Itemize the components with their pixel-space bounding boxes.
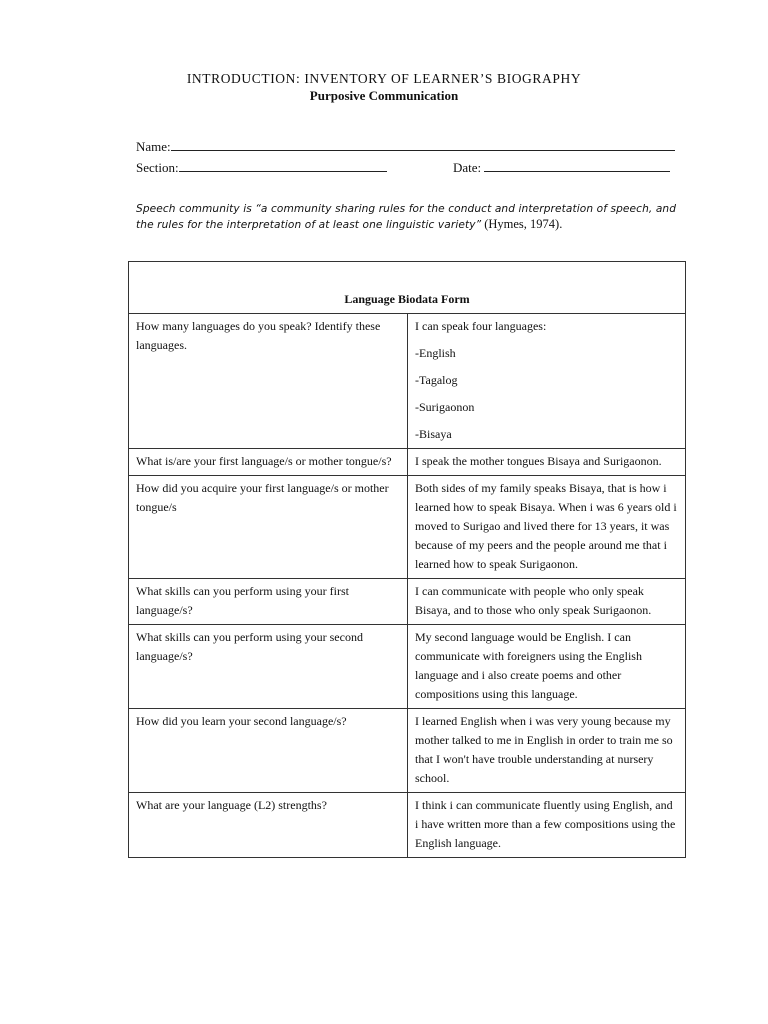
- quote-citation: (Hymes, 1974).: [484, 217, 563, 231]
- answer-text: I can speak four languages:: [415, 319, 547, 333]
- table-row: [129, 709, 686, 793]
- language-list: [415, 344, 678, 444]
- table-row: [129, 476, 686, 579]
- section-input-line[interactable]: [179, 159, 387, 172]
- question-cell: What are your language (L2) strengths?: [129, 793, 408, 858]
- document-header: [0, 70, 768, 104]
- table-row: [129, 793, 686, 858]
- table-row: [129, 314, 686, 449]
- form-title-row: [129, 262, 686, 314]
- language-biodata-table: [128, 261, 686, 858]
- answer-cell: I speak the mother tongues Bisaya and Surigaonon.: [408, 449, 686, 476]
- question-cell: What skills can you perform using your second language/s?: [129, 625, 408, 709]
- list-item: -English: [415, 346, 456, 360]
- answer-cell: My second language would be English. I can communicate with foreigners using the English language and i also create poems and other compositions using this language.: [408, 625, 686, 709]
- list-item: -Surigaonon: [415, 400, 475, 414]
- answer-cell: [408, 314, 686, 449]
- form-title: Language Biodata Form: [129, 262, 686, 314]
- answer-cell: I can communicate with people who only speak Bisaya, and to those who only speak Surigaonon.: [408, 579, 686, 625]
- speech-community-quote: [136, 201, 696, 233]
- question-cell: What skills can you perform using your first language/s?: [129, 579, 408, 625]
- quote-text: Speech community is “a community sharing rules for the conduct and interpretation of speech, and the rules for the interpretation of at least one linguistic variety”: [136, 203, 677, 231]
- document-subtitle: Purposive Communication: [309, 88, 459, 103]
- list-item: -Bisaya: [415, 427, 452, 441]
- answer-cell: Both sides of my family speaks Bisaya, that is how i learned how to speak Bisaya. When i was 6 years old i moved to Surigao and lived there for 13 years, it was because of my peers and the people around me that i learned how to speak Surigaonon.: [408, 476, 686, 579]
- question-cell: How many languages do you speak? Identify these languages.: [129, 314, 408, 449]
- list-item: -Tagalog: [415, 373, 458, 387]
- table-row: [129, 449, 686, 476]
- table-row: [129, 579, 686, 625]
- name-field-row: [136, 138, 675, 155]
- section-field-row: [136, 159, 387, 176]
- date-label: Date:: [453, 160, 482, 175]
- document-title: INTRODUCTION: INVENTORY OF LEARNER’S BIOGRAPHY: [186, 71, 582, 86]
- section-label: Section:: [136, 160, 179, 175]
- question-cell: How did you learn your second language/s?: [129, 709, 408, 793]
- question-cell: How did you acquire your first language/s or mother tongue/s: [129, 476, 408, 579]
- date-input-line[interactable]: [484, 159, 670, 172]
- table-row: [129, 625, 686, 709]
- date-field-row: [453, 159, 670, 176]
- name-input-line[interactable]: [171, 138, 675, 151]
- answer-cell: I think i can communicate fluently using English, and i have written more than a few compositions using the English language.: [408, 793, 686, 858]
- answer-cell: I learned English when i was very young because my mother talked to me in English in order to train me so that I won't have trouble understanding at nursery school.: [408, 709, 686, 793]
- question-cell: What is/are your first language/s or mother tongue/s?: [129, 449, 408, 476]
- name-label: Name:: [136, 139, 171, 154]
